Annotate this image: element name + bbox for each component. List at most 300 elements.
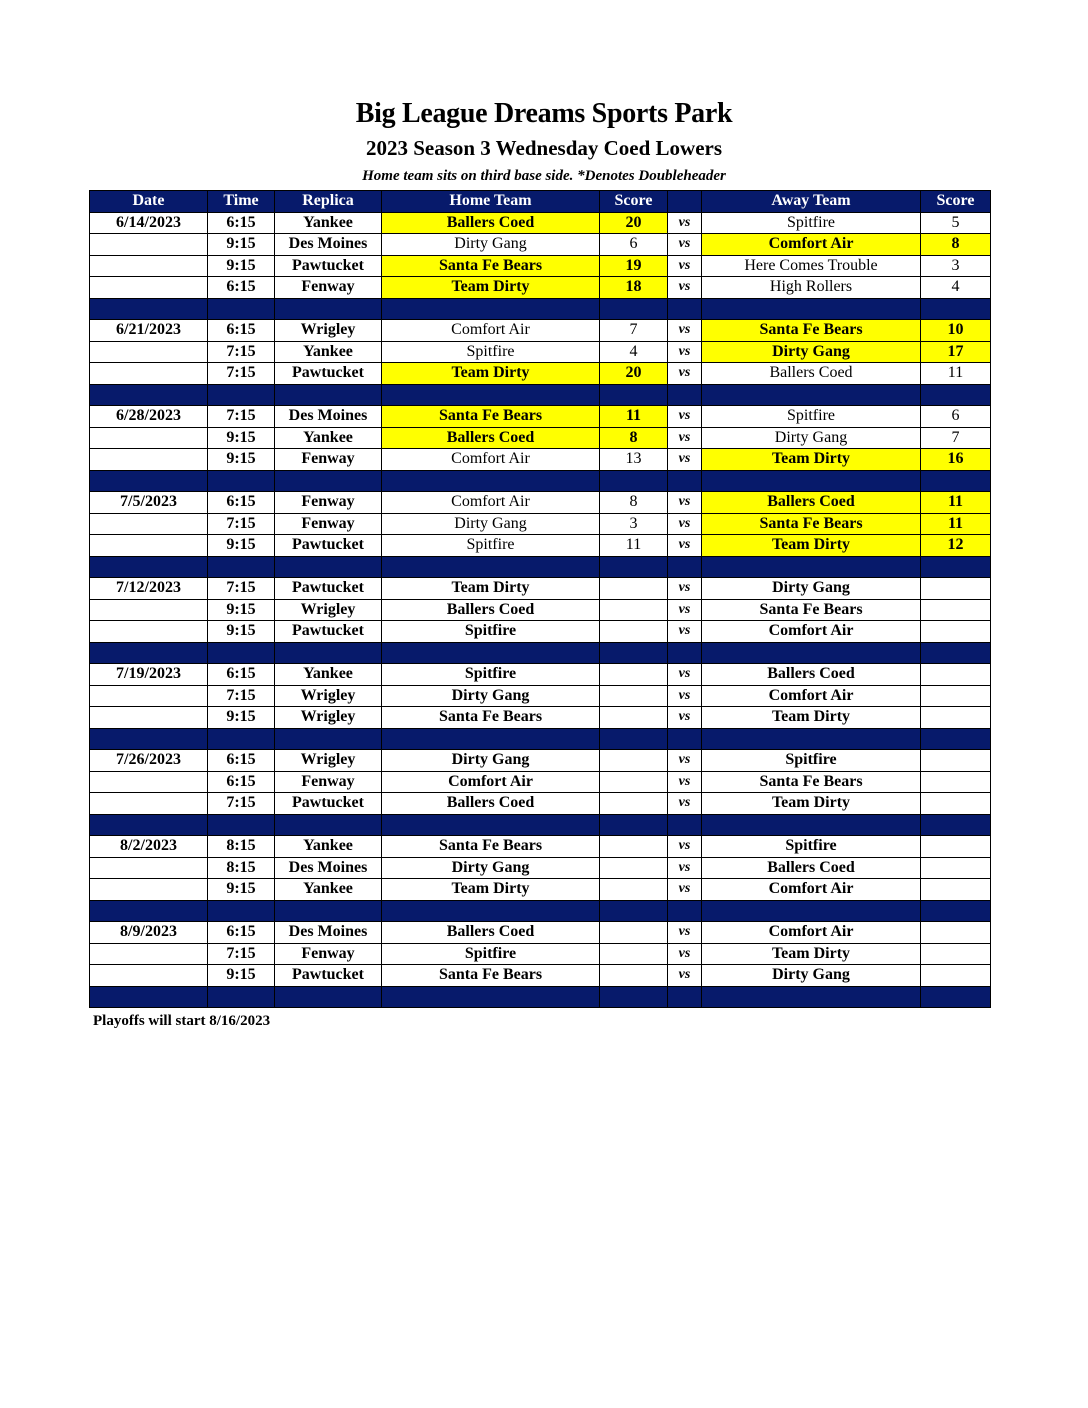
away-score-cell: 17 xyxy=(921,341,991,363)
vs-cell: vs xyxy=(668,363,702,385)
home-score-cell xyxy=(600,879,668,901)
vs-cell: vs xyxy=(668,212,702,234)
away-team-cell: Team Dirty xyxy=(702,793,921,815)
time-cell: 8:15 xyxy=(208,836,275,858)
separator-cell xyxy=(90,986,208,1008)
home-score-cell: 8 xyxy=(600,427,668,449)
replica-field-cell: Des Moines xyxy=(275,922,382,944)
separator-cell xyxy=(921,728,991,750)
replica-field-cell: Pawtucket xyxy=(275,363,382,385)
separator-cell xyxy=(382,728,600,750)
table-row xyxy=(90,922,991,944)
away-team-cell: High Rollers xyxy=(702,277,921,299)
table-row xyxy=(90,449,991,471)
separator-cell xyxy=(600,642,668,664)
date-cell xyxy=(90,707,208,729)
separator-cell xyxy=(668,814,702,836)
week-separator-row xyxy=(90,642,991,664)
replica-field-cell: Fenway xyxy=(275,277,382,299)
schedule-note: Home team sits on third base side. *Denotes Doubleheader xyxy=(362,168,726,184)
date-cell xyxy=(90,771,208,793)
home-score-cell: 20 xyxy=(600,363,668,385)
week-separator-row xyxy=(90,384,991,406)
away-score-cell: 12 xyxy=(921,535,991,557)
away-team-cell: Comfort Air xyxy=(702,621,921,643)
away-score-cell xyxy=(921,750,991,772)
away-score-cell: 8 xyxy=(921,234,991,256)
away-score-cell: 6 xyxy=(921,406,991,428)
table-row xyxy=(90,255,991,277)
date-cell xyxy=(90,341,208,363)
away-team-cell: Spitfire xyxy=(702,406,921,428)
time-cell: 6:15 xyxy=(208,771,275,793)
vs-cell: vs xyxy=(668,535,702,557)
separator-cell xyxy=(600,470,668,492)
date-cell: 6/28/2023 xyxy=(90,406,208,428)
home-score-cell: 19 xyxy=(600,255,668,277)
vs-cell: vs xyxy=(668,234,702,256)
separator-cell xyxy=(275,986,382,1008)
column-header-vs xyxy=(668,191,702,213)
away-score-cell: 3 xyxy=(921,255,991,277)
home-team-cell: Spitfire xyxy=(382,341,600,363)
date-cell: 7/26/2023 xyxy=(90,750,208,772)
vs-cell: vs xyxy=(668,879,702,901)
week-separator-row xyxy=(90,728,991,750)
vs-cell: vs xyxy=(668,664,702,686)
separator-cell xyxy=(702,384,921,406)
time-cell: 6:15 xyxy=(208,320,275,342)
table-row xyxy=(90,320,991,342)
away-team-cell: Here Comes Trouble xyxy=(702,255,921,277)
table-header-row xyxy=(90,191,991,213)
away-score-cell xyxy=(921,707,991,729)
date-cell xyxy=(90,255,208,277)
time-cell: 9:15 xyxy=(208,965,275,987)
time-cell: 7:15 xyxy=(208,578,275,600)
table-row xyxy=(90,664,991,686)
vs-cell: vs xyxy=(668,320,702,342)
week-separator-row xyxy=(90,298,991,320)
home-score-cell: 11 xyxy=(600,535,668,557)
replica-field-cell: Wrigley xyxy=(275,685,382,707)
table-row xyxy=(90,685,991,707)
table-row xyxy=(90,578,991,600)
away-team-cell: Comfort Air xyxy=(702,685,921,707)
separator-cell xyxy=(921,384,991,406)
column-header-away-score: Score xyxy=(921,191,991,213)
separator-cell xyxy=(921,986,991,1008)
away-score-cell: 11 xyxy=(921,363,991,385)
separator-cell xyxy=(668,900,702,922)
replica-field-cell: Wrigley xyxy=(275,320,382,342)
replica-field-cell: Yankee xyxy=(275,341,382,363)
time-cell: 7:15 xyxy=(208,363,275,385)
away-team-cell: Comfort Air xyxy=(702,922,921,944)
home-score-cell xyxy=(600,965,668,987)
column-header-away-team: Away Team xyxy=(702,191,921,213)
time-cell: 7:15 xyxy=(208,341,275,363)
time-cell: 9:15 xyxy=(208,599,275,621)
away-score-cell: 11 xyxy=(921,492,991,514)
column-header-date: Date xyxy=(90,191,208,213)
replica-field-cell: Wrigley xyxy=(275,599,382,621)
separator-cell xyxy=(600,556,668,578)
replica-field-cell: Wrigley xyxy=(275,707,382,729)
away-team-cell: Comfort Air xyxy=(702,879,921,901)
away-score-cell: 10 xyxy=(921,320,991,342)
away-score-cell xyxy=(921,621,991,643)
table-row xyxy=(90,621,991,643)
vs-cell: vs xyxy=(668,857,702,879)
time-cell: 7:15 xyxy=(208,685,275,707)
replica-field-cell: Fenway xyxy=(275,943,382,965)
home-score-cell xyxy=(600,599,668,621)
home-team-cell: Dirty Gang xyxy=(382,685,600,707)
table-row xyxy=(90,234,991,256)
home-team-cell: Ballers Coed xyxy=(382,212,600,234)
separator-cell xyxy=(921,470,991,492)
table-row xyxy=(90,857,991,879)
date-cell xyxy=(90,685,208,707)
vs-cell: vs xyxy=(668,750,702,772)
time-cell: 6:15 xyxy=(208,277,275,299)
date-cell xyxy=(90,427,208,449)
home-team-cell: Ballers Coed xyxy=(382,922,600,944)
home-score-cell: 4 xyxy=(600,341,668,363)
away-score-cell: 16 xyxy=(921,449,991,471)
home-score-cell: 13 xyxy=(600,449,668,471)
home-team-cell: Team Dirty xyxy=(382,363,600,385)
home-team-cell: Comfort Air xyxy=(382,449,600,471)
separator-cell xyxy=(600,384,668,406)
date-cell xyxy=(90,599,208,621)
separator-cell xyxy=(600,900,668,922)
separator-cell xyxy=(208,814,275,836)
replica-field-cell: Pawtucket xyxy=(275,255,382,277)
separator-cell xyxy=(382,814,600,836)
date-cell xyxy=(90,879,208,901)
home-team-cell: Spitfire xyxy=(382,621,600,643)
page-subtitle: 2023 Season 3 Wednesday Coed Lowers xyxy=(365,136,723,160)
separator-cell xyxy=(90,384,208,406)
vs-cell: vs xyxy=(668,513,702,535)
separator-cell xyxy=(668,384,702,406)
home-score-cell xyxy=(600,578,668,600)
table-row xyxy=(90,599,991,621)
away-score-cell xyxy=(921,857,991,879)
separator-cell xyxy=(600,814,668,836)
home-team-cell: Spitfire xyxy=(382,943,600,965)
vs-cell: vs xyxy=(668,965,702,987)
separator-cell xyxy=(275,814,382,836)
home-team-cell: Comfort Air xyxy=(382,492,600,514)
home-team-cell: Ballers Coed xyxy=(382,427,600,449)
separator-cell xyxy=(668,986,702,1008)
separator-cell xyxy=(275,384,382,406)
home-team-cell: Team Dirty xyxy=(382,277,600,299)
home-team-cell: Dirty Gang xyxy=(382,857,600,879)
home-team-cell: Santa Fe Bears xyxy=(382,255,600,277)
table-row xyxy=(90,363,991,385)
home-score-cell xyxy=(600,943,668,965)
table-row xyxy=(90,965,991,987)
time-cell: 9:15 xyxy=(208,879,275,901)
date-cell xyxy=(90,857,208,879)
vs-cell: vs xyxy=(668,341,702,363)
away-score-cell xyxy=(921,922,991,944)
away-team-cell: Team Dirty xyxy=(702,707,921,729)
date-cell xyxy=(90,449,208,471)
separator-cell xyxy=(600,728,668,750)
home-score-cell: 6 xyxy=(600,234,668,256)
playoffs-note: Playoffs will start 8/16/2023 xyxy=(93,1013,271,1029)
separator-cell xyxy=(275,470,382,492)
away-team-cell: Santa Fe Bears xyxy=(702,320,921,342)
home-score-cell: 18 xyxy=(600,277,668,299)
table-row xyxy=(90,707,991,729)
home-score-cell xyxy=(600,664,668,686)
separator-cell xyxy=(382,986,600,1008)
home-score-cell: 3 xyxy=(600,513,668,535)
separator-cell xyxy=(702,900,921,922)
date-cell: 6/21/2023 xyxy=(90,320,208,342)
separator-cell xyxy=(668,556,702,578)
separator-cell xyxy=(702,814,921,836)
time-cell: 7:15 xyxy=(208,943,275,965)
separator-cell xyxy=(90,556,208,578)
table-row xyxy=(90,750,991,772)
column-header-home-score: Score xyxy=(600,191,668,213)
separator-cell xyxy=(702,986,921,1008)
home-score-cell: 20 xyxy=(600,212,668,234)
home-score-cell xyxy=(600,836,668,858)
separator-cell xyxy=(702,298,921,320)
away-team-cell: Comfort Air xyxy=(702,234,921,256)
home-team-cell: Spitfire xyxy=(382,535,600,557)
column-header-replica: Replica xyxy=(275,191,382,213)
separator-cell xyxy=(668,298,702,320)
table-row xyxy=(90,793,991,815)
away-team-cell: Ballers Coed xyxy=(702,857,921,879)
home-score-cell xyxy=(600,857,668,879)
vs-cell: vs xyxy=(668,277,702,299)
table-row xyxy=(90,513,991,535)
away-team-cell: Santa Fe Bears xyxy=(702,513,921,535)
replica-field-cell: Fenway xyxy=(275,492,382,514)
time-cell: 9:15 xyxy=(208,621,275,643)
away-score-cell xyxy=(921,793,991,815)
separator-cell xyxy=(275,728,382,750)
schedule-body xyxy=(90,212,991,1008)
away-score-cell xyxy=(921,836,991,858)
replica-field-cell: Pawtucket xyxy=(275,793,382,815)
home-team-cell: Dirty Gang xyxy=(382,750,600,772)
away-score-cell xyxy=(921,943,991,965)
away-team-cell: Santa Fe Bears xyxy=(702,599,921,621)
table-row xyxy=(90,836,991,858)
time-cell: 6:15 xyxy=(208,750,275,772)
away-score-cell: 11 xyxy=(921,513,991,535)
time-cell: 9:15 xyxy=(208,234,275,256)
time-cell: 8:15 xyxy=(208,857,275,879)
vs-cell: vs xyxy=(668,922,702,944)
replica-field-cell: Yankee xyxy=(275,427,382,449)
separator-cell xyxy=(90,900,208,922)
separator-cell xyxy=(702,642,921,664)
home-score-cell: 7 xyxy=(600,320,668,342)
vs-cell: vs xyxy=(668,492,702,514)
separator-cell xyxy=(382,298,600,320)
date-cell xyxy=(90,535,208,557)
week-separator-row xyxy=(90,900,991,922)
vs-cell: vs xyxy=(668,406,702,428)
vs-cell: vs xyxy=(668,621,702,643)
separator-cell xyxy=(921,642,991,664)
home-score-cell xyxy=(600,685,668,707)
home-score-cell: 11 xyxy=(600,406,668,428)
separator-cell xyxy=(208,556,275,578)
schedule-table xyxy=(89,190,991,1008)
vs-cell: vs xyxy=(668,578,702,600)
away-score-cell xyxy=(921,965,991,987)
home-team-cell: Dirty Gang xyxy=(382,234,600,256)
vs-cell: vs xyxy=(668,427,702,449)
separator-cell xyxy=(921,900,991,922)
separator-cell xyxy=(208,642,275,664)
home-team-cell: Santa Fe Bears xyxy=(382,707,600,729)
separator-cell xyxy=(275,556,382,578)
week-separator-row xyxy=(90,470,991,492)
away-score-cell xyxy=(921,578,991,600)
separator-cell xyxy=(208,384,275,406)
replica-field-cell: Pawtucket xyxy=(275,621,382,643)
home-team-cell: Ballers Coed xyxy=(382,599,600,621)
separator-cell xyxy=(275,642,382,664)
separator-cell xyxy=(600,986,668,1008)
date-cell xyxy=(90,793,208,815)
table-row xyxy=(90,771,991,793)
time-cell: 7:15 xyxy=(208,793,275,815)
away-team-cell: Team Dirty xyxy=(702,535,921,557)
replica-field-cell: Yankee xyxy=(275,879,382,901)
replica-field-cell: Des Moines xyxy=(275,406,382,428)
separator-cell xyxy=(921,814,991,836)
time-cell: 9:15 xyxy=(208,707,275,729)
separator-cell xyxy=(382,900,600,922)
vs-cell: vs xyxy=(668,836,702,858)
time-cell: 9:15 xyxy=(208,535,275,557)
separator-cell xyxy=(90,814,208,836)
separator-cell xyxy=(702,728,921,750)
home-team-cell: Santa Fe Bears xyxy=(382,406,600,428)
separator-cell xyxy=(382,642,600,664)
separator-cell xyxy=(275,298,382,320)
time-cell: 7:15 xyxy=(208,513,275,535)
date-cell xyxy=(90,363,208,385)
home-score-cell xyxy=(600,922,668,944)
table-row xyxy=(90,406,991,428)
replica-field-cell: Fenway xyxy=(275,449,382,471)
home-team-cell: Comfort Air xyxy=(382,771,600,793)
replica-field-cell: Pawtucket xyxy=(275,965,382,987)
replica-field-cell: Des Moines xyxy=(275,857,382,879)
away-team-cell: Team Dirty xyxy=(702,449,921,471)
away-team-cell: Spitfire xyxy=(702,836,921,858)
time-cell: 7:15 xyxy=(208,406,275,428)
table-row xyxy=(90,535,991,557)
date-cell xyxy=(90,965,208,987)
away-team-cell: Dirty Gang xyxy=(702,578,921,600)
week-separator-row xyxy=(90,814,991,836)
home-score-cell xyxy=(600,750,668,772)
home-score-cell xyxy=(600,771,668,793)
replica-field-cell: Pawtucket xyxy=(275,578,382,600)
home-team-cell: Santa Fe Bears xyxy=(382,836,600,858)
time-cell: 6:15 xyxy=(208,212,275,234)
away-score-cell xyxy=(921,879,991,901)
separator-cell xyxy=(208,986,275,1008)
away-team-cell: Spitfire xyxy=(702,750,921,772)
separator-cell xyxy=(90,470,208,492)
date-cell xyxy=(90,943,208,965)
away-score-cell: 4 xyxy=(921,277,991,299)
replica-field-cell: Des Moines xyxy=(275,234,382,256)
week-separator-row xyxy=(90,556,991,578)
away-team-cell: Ballers Coed xyxy=(702,664,921,686)
vs-cell: vs xyxy=(668,707,702,729)
replica-field-cell: Pawtucket xyxy=(275,535,382,557)
vs-cell: vs xyxy=(668,771,702,793)
home-team-cell: Comfort Air xyxy=(382,320,600,342)
date-cell xyxy=(90,234,208,256)
separator-cell xyxy=(600,298,668,320)
table-row xyxy=(90,212,991,234)
separator-cell xyxy=(90,298,208,320)
away-score-cell xyxy=(921,685,991,707)
home-score-cell xyxy=(600,621,668,643)
home-score-cell xyxy=(600,707,668,729)
away-team-cell: Team Dirty xyxy=(702,943,921,965)
date-cell: 8/9/2023 xyxy=(90,922,208,944)
replica-field-cell: Fenway xyxy=(275,513,382,535)
away-team-cell: Dirty Gang xyxy=(702,427,921,449)
away-team-cell: Ballers Coed xyxy=(702,363,921,385)
replica-field-cell: Fenway xyxy=(275,771,382,793)
vs-cell: vs xyxy=(668,793,702,815)
replica-field-cell: Yankee xyxy=(275,664,382,686)
separator-cell xyxy=(208,298,275,320)
date-cell: 7/12/2023 xyxy=(90,578,208,600)
table-row xyxy=(90,341,991,363)
date-cell: 6/14/2023 xyxy=(90,212,208,234)
date-cell xyxy=(90,621,208,643)
separator-cell xyxy=(275,900,382,922)
away-score-cell: 7 xyxy=(921,427,991,449)
table-row xyxy=(90,427,991,449)
page-title: Big League Dreams Sports Park xyxy=(355,98,733,129)
separator-cell xyxy=(668,470,702,492)
home-team-cell: Team Dirty xyxy=(382,879,600,901)
away-score-cell: 5 xyxy=(921,212,991,234)
vs-cell: vs xyxy=(668,449,702,471)
away-team-cell: Santa Fe Bears xyxy=(702,771,921,793)
time-cell: 9:15 xyxy=(208,255,275,277)
separator-cell xyxy=(668,728,702,750)
separator-cell xyxy=(208,470,275,492)
home-team-cell: Team Dirty xyxy=(382,578,600,600)
column-header-home-team: Home Team xyxy=(382,191,600,213)
